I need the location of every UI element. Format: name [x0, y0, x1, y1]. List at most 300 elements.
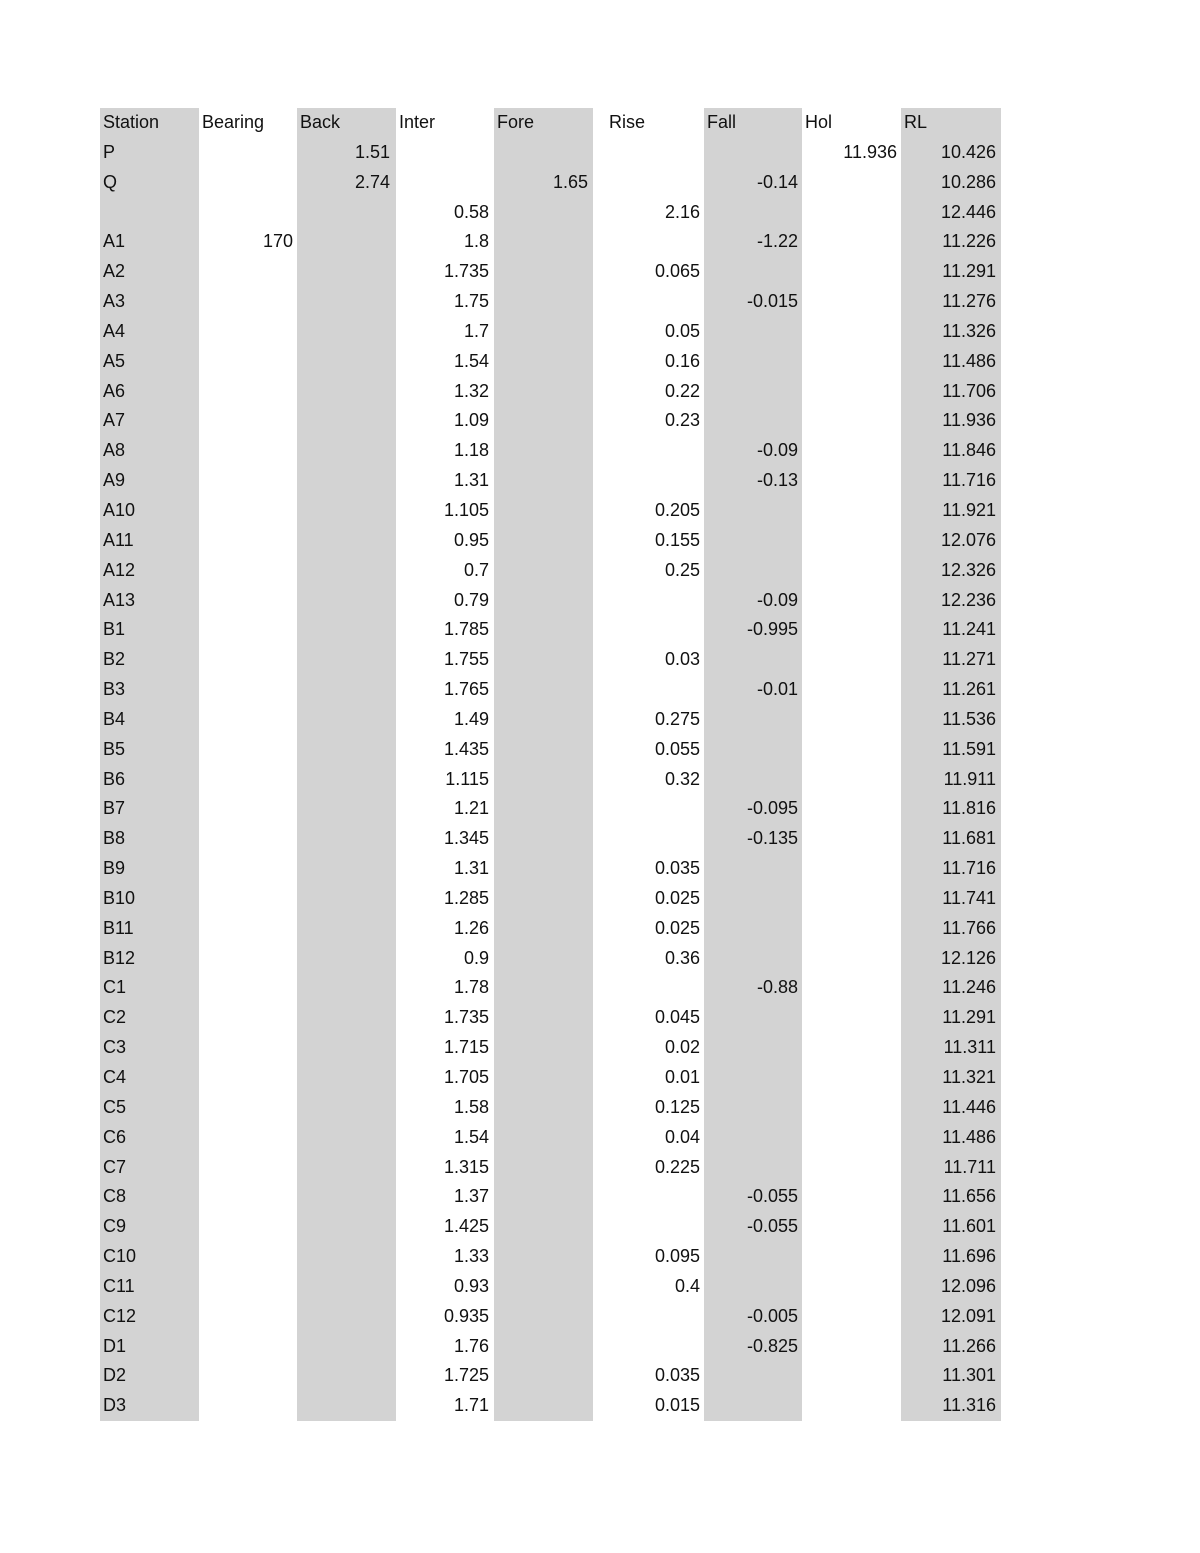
- cell-rise[interactable]: [593, 287, 704, 317]
- cell-station[interactable]: B1: [100, 615, 199, 645]
- cell-inter[interactable]: 1.435: [443, 738, 489, 759]
- cell-back[interactable]: [297, 1302, 396, 1332]
- cell-rl[interactable]: 11.681: [901, 824, 1001, 854]
- cell-hol[interactable]: [802, 168, 901, 198]
- cell-fore[interactable]: [494, 884, 593, 914]
- cell-rise[interactable]: 0.04: [664, 1126, 700, 1147]
- header-rise[interactable]: Rise: [609, 112, 646, 132]
- cell-hol[interactable]: [802, 317, 901, 347]
- cell-rl[interactable]: 12.091: [901, 1302, 1001, 1332]
- cell-back[interactable]: [297, 436, 396, 466]
- cell-fore[interactable]: [494, 1123, 593, 1153]
- cell-rl[interactable]: 12.096: [901, 1272, 1001, 1302]
- cell-bearing[interactable]: [199, 973, 297, 1003]
- cell-inter[interactable]: 0.935: [443, 1305, 489, 1326]
- cell-back[interactable]: [297, 347, 396, 377]
- cell-bearing[interactable]: [199, 1391, 297, 1421]
- cell-inter[interactable]: 1.32: [453, 380, 489, 401]
- cell-station[interactable]: B5: [100, 735, 199, 765]
- cell-rl[interactable]: 11.741: [901, 884, 1001, 914]
- cell-fore[interactable]: [494, 944, 593, 974]
- cell-hol[interactable]: [802, 765, 901, 795]
- cell-inter[interactable]: 1.345: [443, 828, 489, 849]
- cell-inter[interactable]: 1.37: [453, 1186, 489, 1207]
- cell-rise[interactable]: 0.205: [654, 499, 700, 520]
- header-back[interactable]: Back: [297, 108, 396, 138]
- cell-station[interactable]: B8: [100, 824, 199, 854]
- cell-rl[interactable]: 11.716: [901, 854, 1001, 884]
- cell-rise[interactable]: 0.36: [664, 947, 700, 968]
- cell-fall[interactable]: -0.13: [704, 466, 802, 496]
- header-fall[interactable]: Fall: [704, 108, 802, 138]
- cell-back[interactable]: [297, 645, 396, 675]
- cell-station[interactable]: A3: [100, 287, 199, 317]
- cell-back[interactable]: [297, 914, 396, 944]
- cell-station[interactable]: A2: [100, 257, 199, 287]
- cell-hol[interactable]: [802, 287, 901, 317]
- cell-bearing[interactable]: [199, 1003, 297, 1033]
- cell-station[interactable]: C9: [100, 1212, 199, 1242]
- cell-rise[interactable]: 0.035: [654, 858, 700, 879]
- cell-rl[interactable]: 10.426: [901, 138, 1001, 168]
- cell-rise[interactable]: 0.025: [654, 917, 700, 938]
- cell-hol[interactable]: [802, 914, 901, 944]
- cell-hol[interactable]: [802, 645, 901, 675]
- cell-hol[interactable]: [802, 526, 901, 556]
- cell-inter[interactable]: 1.54: [453, 350, 489, 371]
- cell-hol[interactable]: [802, 854, 901, 884]
- cell-station[interactable]: A5: [100, 347, 199, 377]
- cell-station[interactable]: B11: [100, 914, 199, 944]
- cell-inter[interactable]: 0.9: [463, 947, 489, 968]
- cell-back[interactable]: [297, 675, 396, 705]
- cell-inter[interactable]: 1.315: [443, 1156, 489, 1177]
- cell-fore[interactable]: [494, 377, 593, 407]
- cell-fall[interactable]: [704, 1093, 802, 1123]
- cell-rl[interactable]: 12.126: [901, 944, 1001, 974]
- cell-rise[interactable]: 0.045: [654, 1007, 700, 1028]
- cell-back[interactable]: [297, 944, 396, 974]
- cell-station[interactable]: A6: [100, 377, 199, 407]
- cell-fall[interactable]: [704, 526, 802, 556]
- cell-fall[interactable]: -0.135: [704, 824, 802, 854]
- cell-fall[interactable]: [704, 496, 802, 526]
- cell-inter[interactable]: 1.75: [453, 291, 489, 312]
- cell-rise[interactable]: 0.05: [664, 320, 700, 341]
- cell-back[interactable]: [297, 973, 396, 1003]
- cell-station[interactable]: [100, 198, 199, 228]
- cell-rise[interactable]: 0.065: [654, 261, 700, 282]
- cell-hol[interactable]: [802, 735, 901, 765]
- cell-fore[interactable]: [494, 1153, 593, 1183]
- cell-rl[interactable]: 10.286: [901, 168, 1001, 198]
- cell-back[interactable]: [297, 556, 396, 586]
- cell-rl[interactable]: 11.326: [901, 317, 1001, 347]
- cell-back[interactable]: [297, 1242, 396, 1272]
- cell-bearing[interactable]: [199, 586, 297, 616]
- cell-rise[interactable]: [593, 138, 704, 168]
- cell-rl[interactable]: 11.446: [901, 1093, 1001, 1123]
- cell-fore[interactable]: [494, 794, 593, 824]
- cell-fall[interactable]: [704, 347, 802, 377]
- cell-fore[interactable]: [494, 287, 593, 317]
- cell-rl[interactable]: 11.226: [901, 227, 1001, 257]
- cell-rl[interactable]: 11.261: [901, 675, 1001, 705]
- cell-bearing[interactable]: [199, 257, 297, 287]
- cell-bearing[interactable]: [199, 1332, 297, 1362]
- cell-rise[interactable]: 0.155: [654, 529, 700, 550]
- cell-hol[interactable]: [802, 944, 901, 974]
- cell-fall[interactable]: [704, 198, 802, 228]
- cell-rise[interactable]: 0.275: [654, 708, 700, 729]
- cell-hol[interactable]: [802, 586, 901, 616]
- cell-rl[interactable]: 11.656: [901, 1182, 1001, 1212]
- cell-bearing[interactable]: [199, 1033, 297, 1063]
- cell-fore[interactable]: [494, 1033, 593, 1063]
- cell-back[interactable]: [297, 198, 396, 228]
- cell-fore[interactable]: [494, 1093, 593, 1123]
- cell-inter[interactable]: 1.31: [453, 470, 489, 491]
- cell-hol[interactable]: [802, 1302, 901, 1332]
- cell-fall[interactable]: -0.14: [704, 168, 802, 198]
- cell-hol[interactable]: [802, 884, 901, 914]
- cell-inter[interactable]: 1.765: [443, 679, 489, 700]
- cell-bearing[interactable]: [199, 198, 297, 228]
- cell-station[interactable]: C11: [100, 1272, 199, 1302]
- cell-inter[interactable]: 1.49: [453, 708, 489, 729]
- cell-rl[interactable]: 12.076: [901, 526, 1001, 556]
- cell-rise[interactable]: [593, 1182, 704, 1212]
- cell-station[interactable]: C12: [100, 1302, 199, 1332]
- cell-rise[interactable]: 0.225: [654, 1156, 700, 1177]
- cell-fore[interactable]: [494, 556, 593, 586]
- cell-fall[interactable]: -0.09: [704, 586, 802, 616]
- cell-hol[interactable]: [802, 1003, 901, 1033]
- cell-back[interactable]: [297, 1123, 396, 1153]
- cell-fall[interactable]: [704, 1003, 802, 1033]
- cell-bearing[interactable]: 170: [262, 231, 293, 252]
- cell-hol[interactable]: [802, 1361, 901, 1391]
- cell-rise[interactable]: [593, 1302, 704, 1332]
- cell-inter[interactable]: 1.26: [453, 917, 489, 938]
- cell-bearing[interactable]: [199, 1272, 297, 1302]
- cell-bearing[interactable]: [199, 347, 297, 377]
- header-station[interactable]: Station: [100, 108, 199, 138]
- cell-inter[interactable]: [396, 168, 494, 198]
- cell-inter[interactable]: 0.93: [453, 1275, 489, 1296]
- cell-fall[interactable]: [704, 406, 802, 436]
- cell-bearing[interactable]: [199, 1242, 297, 1272]
- cell-station[interactable]: P: [100, 138, 199, 168]
- cell-fall[interactable]: [704, 1361, 802, 1391]
- cell-inter[interactable]: 1.58: [453, 1096, 489, 1117]
- cell-fore[interactable]: [494, 496, 593, 526]
- cell-back[interactable]: [297, 1033, 396, 1063]
- cell-station[interactable]: C5: [100, 1093, 199, 1123]
- cell-rise[interactable]: 0.16: [664, 350, 700, 371]
- cell-rise[interactable]: [593, 436, 704, 466]
- cell-rl[interactable]: 12.446: [901, 198, 1001, 228]
- cell-fore[interactable]: [494, 227, 593, 257]
- cell-bearing[interactable]: [199, 645, 297, 675]
- cell-rise[interactable]: 2.16: [664, 201, 700, 222]
- header-fore[interactable]: Fore: [494, 108, 593, 138]
- cell-fall[interactable]: [704, 765, 802, 795]
- cell-station[interactable]: A11: [100, 526, 199, 556]
- cell-station[interactable]: A4: [100, 317, 199, 347]
- cell-fore[interactable]: [494, 1391, 593, 1421]
- cell-bearing[interactable]: [199, 944, 297, 974]
- cell-inter[interactable]: 1.715: [443, 1037, 489, 1058]
- cell-fore[interactable]: [494, 436, 593, 466]
- cell-rise[interactable]: [593, 824, 704, 854]
- cell-bearing[interactable]: [199, 406, 297, 436]
- cell-inter[interactable]: 1.33: [453, 1246, 489, 1267]
- cell-rise[interactable]: [593, 227, 704, 257]
- cell-hol[interactable]: [802, 615, 901, 645]
- cell-fore[interactable]: [494, 1212, 593, 1242]
- cell-fore[interactable]: 1.65: [494, 168, 593, 198]
- cell-fall[interactable]: [704, 1033, 802, 1063]
- cell-rl[interactable]: 11.766: [901, 914, 1001, 944]
- cell-station[interactable]: A1: [100, 227, 199, 257]
- cell-inter[interactable]: 1.755: [443, 649, 489, 670]
- cell-rl[interactable]: 11.321: [901, 1063, 1001, 1093]
- cell-fall[interactable]: -0.88: [704, 973, 802, 1003]
- cell-hol[interactable]: [802, 1272, 901, 1302]
- cell-fore[interactable]: [494, 1272, 593, 1302]
- cell-inter[interactable]: 0.79: [453, 589, 489, 610]
- cell-rl[interactable]: 11.266: [901, 1332, 1001, 1362]
- cell-fore[interactable]: [494, 914, 593, 944]
- cell-fore[interactable]: [494, 586, 593, 616]
- cell-rise[interactable]: 0.095: [654, 1246, 700, 1267]
- cell-hol[interactable]: [802, 347, 901, 377]
- cell-fore[interactable]: [494, 1063, 593, 1093]
- cell-hol[interactable]: [802, 257, 901, 287]
- cell-hol[interactable]: [802, 705, 901, 735]
- cell-bearing[interactable]: [199, 1153, 297, 1183]
- cell-station[interactable]: B3: [100, 675, 199, 705]
- cell-rl[interactable]: 11.706: [901, 377, 1001, 407]
- cell-fore[interactable]: [494, 973, 593, 1003]
- cell-fall[interactable]: [704, 645, 802, 675]
- cell-station[interactable]: A8: [100, 436, 199, 466]
- cell-inter[interactable]: 1.735: [443, 261, 489, 282]
- cell-rise[interactable]: 0.055: [654, 738, 700, 759]
- cell-fall[interactable]: [704, 556, 802, 586]
- cell-bearing[interactable]: [199, 735, 297, 765]
- cell-back[interactable]: [297, 1063, 396, 1093]
- cell-hol[interactable]: [802, 675, 901, 705]
- cell-back[interactable]: [297, 824, 396, 854]
- cell-inter[interactable]: 0.95: [453, 529, 489, 550]
- cell-rl[interactable]: 11.601: [901, 1212, 1001, 1242]
- cell-hol[interactable]: [802, 1063, 901, 1093]
- cell-fall[interactable]: [704, 914, 802, 944]
- cell-inter[interactable]: 1.09: [453, 410, 489, 431]
- cell-fore[interactable]: [494, 1302, 593, 1332]
- cell-fall[interactable]: [704, 317, 802, 347]
- cell-rise[interactable]: [593, 586, 704, 616]
- cell-rise[interactable]: [593, 1212, 704, 1242]
- cell-bearing[interactable]: [199, 1123, 297, 1153]
- cell-back[interactable]: [297, 735, 396, 765]
- cell-fall[interactable]: -0.055: [704, 1182, 802, 1212]
- cell-bearing[interactable]: [199, 615, 297, 645]
- cell-hol[interactable]: [802, 436, 901, 466]
- cell-fore[interactable]: [494, 824, 593, 854]
- cell-rise[interactable]: [593, 615, 704, 645]
- cell-inter[interactable]: 1.115: [445, 768, 489, 789]
- cell-fall[interactable]: [704, 1242, 802, 1272]
- cell-bearing[interactable]: [199, 1212, 297, 1242]
- cell-rl[interactable]: 11.486: [901, 1123, 1001, 1153]
- cell-inter[interactable]: 1.105: [443, 499, 489, 520]
- cell-fore[interactable]: [494, 854, 593, 884]
- cell-hol[interactable]: [802, 1212, 901, 1242]
- cell-bearing[interactable]: [199, 1093, 297, 1123]
- cell-bearing[interactable]: [199, 854, 297, 884]
- cell-rl[interactable]: 11.921: [901, 496, 1001, 526]
- cell-fall[interactable]: -0.01: [704, 675, 802, 705]
- cell-inter[interactable]: 1.76: [453, 1335, 489, 1356]
- cell-hol[interactable]: 11.936: [843, 141, 897, 162]
- cell-station[interactable]: A9: [100, 466, 199, 496]
- cell-station[interactable]: B9: [100, 854, 199, 884]
- cell-back[interactable]: [297, 884, 396, 914]
- cell-inter[interactable]: 1.18: [453, 440, 489, 461]
- cell-fore[interactable]: [494, 645, 593, 675]
- cell-rise[interactable]: [593, 168, 704, 198]
- cell-fore[interactable]: [494, 1332, 593, 1362]
- cell-fore[interactable]: [494, 466, 593, 496]
- cell-rl[interactable]: 12.236: [901, 586, 1001, 616]
- cell-station[interactable]: Q: [100, 168, 199, 198]
- cell-hol[interactable]: [802, 1093, 901, 1123]
- cell-bearing[interactable]: [199, 287, 297, 317]
- header-rl[interactable]: RL: [901, 108, 1001, 138]
- cell-bearing[interactable]: [199, 496, 297, 526]
- cell-rl[interactable]: 11.276: [901, 287, 1001, 317]
- cell-hol[interactable]: [802, 1391, 901, 1421]
- cell-hol[interactable]: [802, 1332, 901, 1362]
- cell-fall[interactable]: -0.005: [704, 1302, 802, 1332]
- cell-station[interactable]: A10: [100, 496, 199, 526]
- cell-back[interactable]: [297, 1153, 396, 1183]
- cell-station[interactable]: B10: [100, 884, 199, 914]
- cell-fall[interactable]: [704, 257, 802, 287]
- cell-fall[interactable]: [704, 1063, 802, 1093]
- cell-fall[interactable]: [704, 705, 802, 735]
- cell-back[interactable]: [297, 765, 396, 795]
- cell-rl[interactable]: 11.246: [901, 973, 1001, 1003]
- cell-fall[interactable]: [704, 735, 802, 765]
- cell-fall[interactable]: -0.015: [704, 287, 802, 317]
- cell-fall[interactable]: -1.22: [704, 227, 802, 257]
- cell-bearing[interactable]: [199, 138, 297, 168]
- cell-fall[interactable]: -0.995: [704, 615, 802, 645]
- cell-rl[interactable]: 11.291: [901, 1003, 1001, 1033]
- cell-back[interactable]: [297, 287, 396, 317]
- cell-inter[interactable]: 1.785: [443, 619, 489, 640]
- cell-hol[interactable]: [802, 794, 901, 824]
- cell-fall[interactable]: -0.055: [704, 1212, 802, 1242]
- cell-hol[interactable]: [802, 1153, 901, 1183]
- cell-hol[interactable]: [802, 1033, 901, 1063]
- cell-rise[interactable]: 0.25: [664, 559, 700, 580]
- cell-rl[interactable]: 11.301: [901, 1361, 1001, 1391]
- cell-bearing[interactable]: [199, 824, 297, 854]
- cell-back[interactable]: [297, 794, 396, 824]
- cell-station[interactable]: C3: [100, 1033, 199, 1063]
- cell-inter[interactable]: 0.58: [453, 201, 489, 222]
- cell-station[interactable]: A12: [100, 556, 199, 586]
- cell-inter[interactable]: 1.705: [443, 1067, 489, 1087]
- cell-station[interactable]: D1: [100, 1332, 199, 1362]
- cell-rl[interactable]: 11.271: [901, 645, 1001, 675]
- cell-rl[interactable]: 11.716: [901, 466, 1001, 496]
- cell-inter[interactable]: 1.21: [453, 798, 489, 819]
- cell-hol[interactable]: [802, 496, 901, 526]
- cell-hol[interactable]: [802, 466, 901, 496]
- cell-back[interactable]: [297, 1332, 396, 1362]
- cell-bearing[interactable]: [199, 1302, 297, 1332]
- cell-station[interactable]: B4: [100, 705, 199, 735]
- cell-bearing[interactable]: [199, 168, 297, 198]
- cell-hol[interactable]: [802, 406, 901, 436]
- cell-inter[interactable]: 1.735: [443, 1007, 489, 1028]
- cell-inter[interactable]: 1.725: [443, 1365, 489, 1386]
- cell-fall[interactable]: [704, 1123, 802, 1153]
- cell-rl[interactable]: 11.711: [901, 1153, 1001, 1183]
- cell-bearing[interactable]: [199, 884, 297, 914]
- cell-hol[interactable]: [802, 1242, 901, 1272]
- cell-bearing[interactable]: [199, 436, 297, 466]
- cell-rise[interactable]: 0.22: [664, 380, 700, 401]
- cell-fall[interactable]: -0.095: [704, 794, 802, 824]
- cell-rl[interactable]: 11.591: [901, 735, 1001, 765]
- cell-hol[interactable]: [802, 1123, 901, 1153]
- cell-rise[interactable]: 0.035: [654, 1365, 700, 1386]
- cell-rl[interactable]: 12.326: [901, 556, 1001, 586]
- cell-station[interactable]: B12: [100, 944, 199, 974]
- cell-bearing[interactable]: [199, 794, 297, 824]
- cell-fore[interactable]: [494, 675, 593, 705]
- cell-rl[interactable]: 11.696: [901, 1242, 1001, 1272]
- cell-rise[interactable]: 0.02: [664, 1037, 700, 1058]
- cell-fore[interactable]: [494, 317, 593, 347]
- cell-bearing[interactable]: [199, 317, 297, 347]
- cell-bearing[interactable]: [199, 377, 297, 407]
- cell-rise[interactable]: 0.015: [654, 1395, 700, 1416]
- cell-rise[interactable]: [593, 1332, 704, 1362]
- cell-fall[interactable]: [704, 138, 802, 168]
- cell-inter[interactable]: 1.425: [443, 1216, 489, 1237]
- cell-fore[interactable]: [494, 347, 593, 377]
- cell-back[interactable]: [297, 1212, 396, 1242]
- cell-back[interactable]: [297, 406, 396, 436]
- cell-fall[interactable]: [704, 854, 802, 884]
- cell-rl[interactable]: 11.291: [901, 257, 1001, 287]
- cell-bearing[interactable]: [199, 705, 297, 735]
- cell-fore[interactable]: [494, 1182, 593, 1212]
- cell-rise[interactable]: 0.125: [654, 1096, 700, 1117]
- cell-hol[interactable]: [802, 227, 901, 257]
- cell-rl[interactable]: 11.936: [901, 406, 1001, 436]
- cell-back[interactable]: [297, 1391, 396, 1421]
- cell-fore[interactable]: [494, 705, 593, 735]
